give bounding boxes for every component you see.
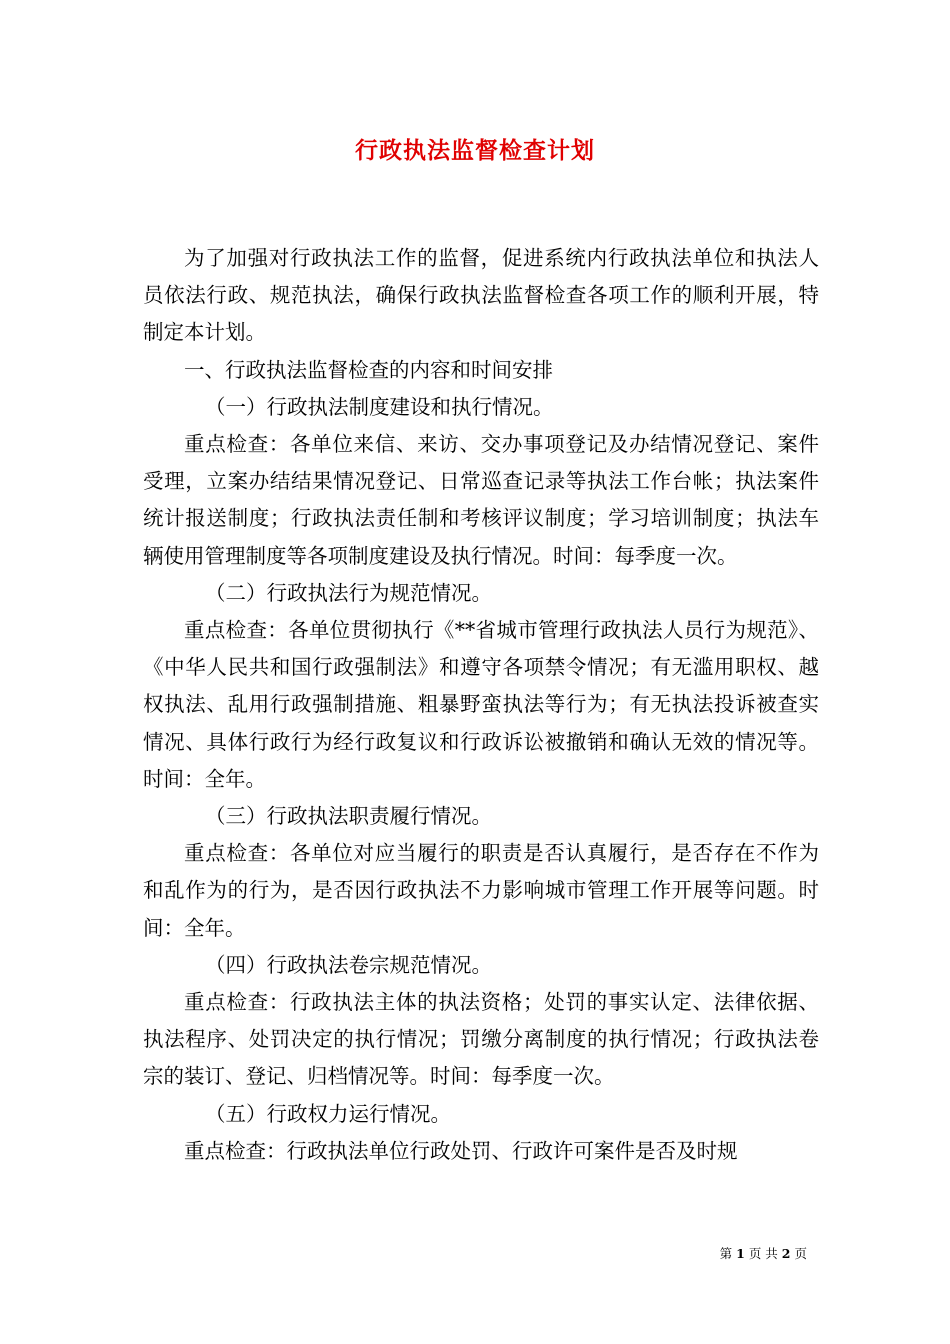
item-body: 重点检查：各单位来信、来访、交办事项登记及办结情况登记、案件受理，立案办结结果情况登记、日常巡查记录等执法工作台帐；执法案件统计报送制度；行政执法责任制和考核评议制度；学习培训制度；执法车辆使用管理制度等各项制度建设及执行情况。时间：每季度一次。 bbox=[143, 432, 819, 568]
page-number-suffix: 页 bbox=[794, 1246, 807, 1261]
item-body: 重点检查：行政执法主体的执法资格；处罚的事实认定、法律依据、执法程序、处罚决定的执行情况；罚缴分离制度的执行情况；行政执法卷宗的装订、登记、归档情况等。时间：每季度一次。 bbox=[143, 990, 819, 1089]
page-number bbox=[720, 1244, 807, 1262]
page-number-prefix: 第 bbox=[719, 1246, 733, 1261]
current-page: 1 bbox=[736, 1246, 745, 1261]
item-heading: （一）行政执法制度建设和执行情况。 bbox=[205, 394, 554, 419]
item-heading: （五）行政权力运行情况。 bbox=[205, 1101, 451, 1126]
item-body: 重点检查：行政执法单位行政处罚、行政许可案件是否及时规 bbox=[184, 1138, 738, 1163]
item-body: 重点检查：各单位贯彻执行《**省城市管理行政执法人员行为规范》、《中华人民共和国行政强制法》和遵守各项禁令情况；有无滥用职权、越权执法、乱用行政强制措施、粗暴野蛮执法等行为；有无执法投诉被查实情况、具体行政行为经行政复议和行政诉讼被撤销和确认无效的情况等。时间：全年。 bbox=[143, 618, 819, 791]
total-pages: 2 bbox=[781, 1246, 791, 1261]
page-number-middle: 页 共 bbox=[748, 1246, 778, 1261]
page-title: 行政执法监督检查计划 bbox=[355, 137, 595, 164]
document-body bbox=[143, 240, 819, 1170]
section-heading: 一、行政执法监督检查的内容和时间安排 bbox=[184, 357, 553, 382]
item-heading: （二）行政执法行为规范情况。 bbox=[205, 580, 492, 605]
item-heading: （四）行政执法卷宗规范情况。 bbox=[205, 952, 492, 977]
item-body: 重点检查：各单位对应当履行的职责是否认真履行，是否存在不作为和乱作为的行为，是否因行政执法不力影响城市管理工作开展等问题。时间：全年。 bbox=[143, 841, 819, 940]
item-heading: （三）行政执法职责履行情况。 bbox=[205, 804, 492, 829]
intro-paragraph: 为了加强对行政执法工作的监督，促进系统内行政执法单位和执法人员依法行政、规范执法，确保行政执法监督检查各项工作的顺利开展，特制定本计划。 bbox=[143, 246, 819, 345]
